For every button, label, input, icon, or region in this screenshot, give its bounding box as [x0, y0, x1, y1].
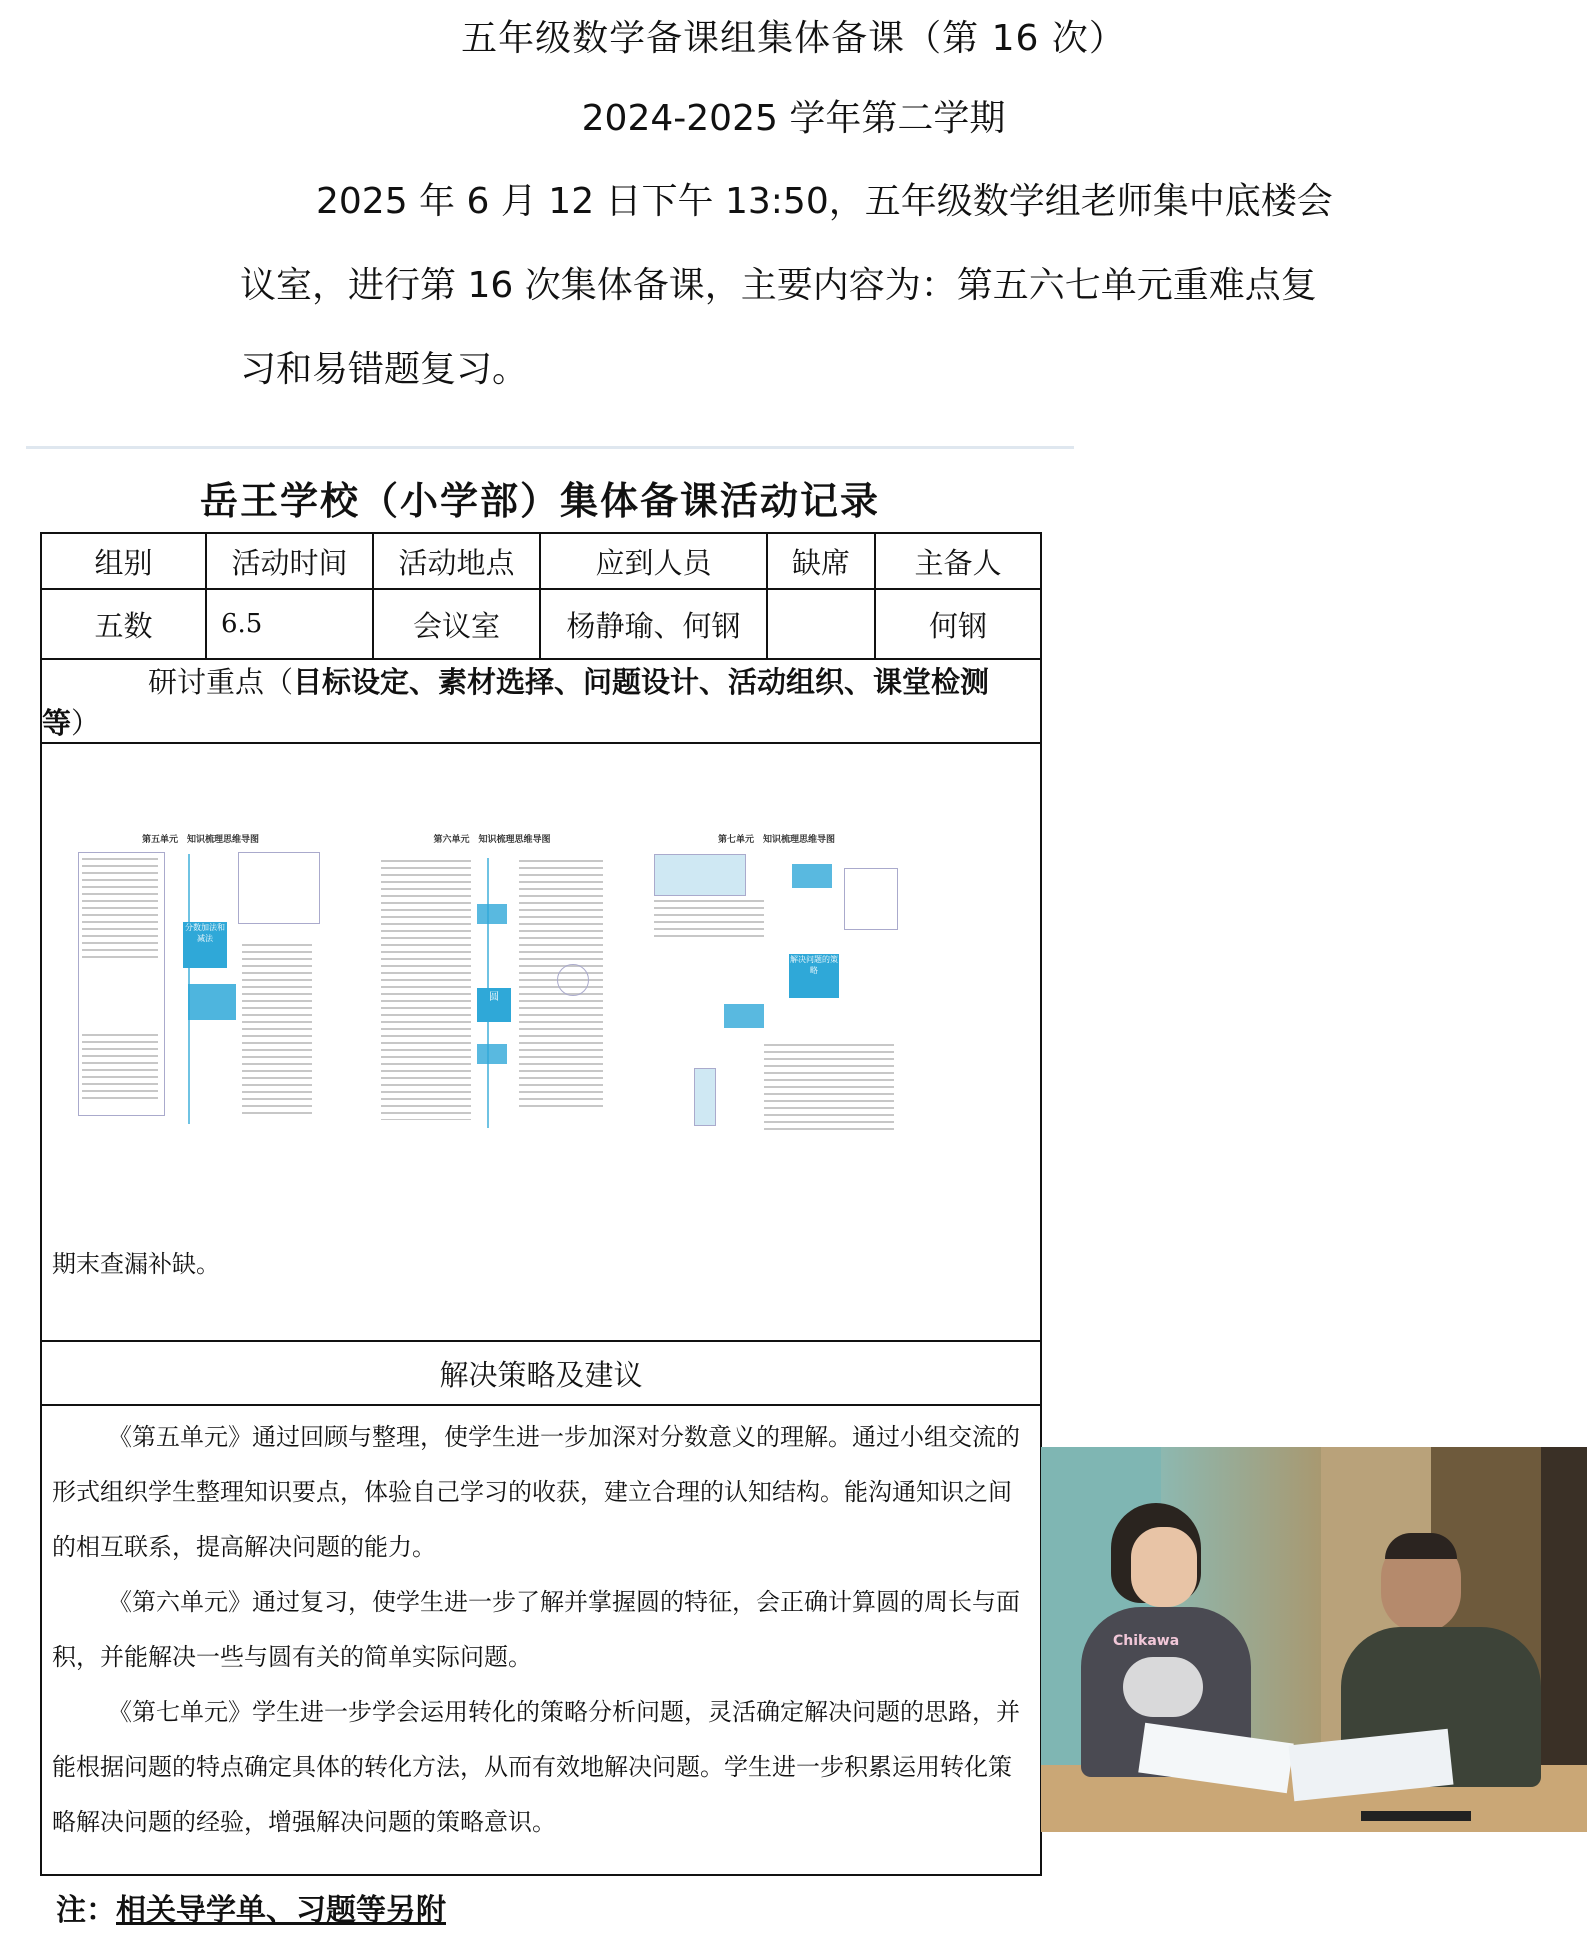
focus-note: 期末查漏补缺。: [52, 1250, 220, 1278]
footnote-label: 注：: [56, 1893, 116, 1928]
col-attendees: 应到人员: [540, 533, 767, 589]
record-header-row: [41, 533, 1041, 589]
strategy-unit5: 《第五单元》通过回顾与整理，使学生进一步加深对分数意义的理解。通过小组交流的形式组织学生整理知识要点，体验自己学习的收获，建立合理的认知结构。能沟通知识之间的相互联系，提高解决问题的能力。: [52, 1423, 1020, 1561]
intro-paragraph: 2025 年 6 月 12 日下午 13:50，五年级数学组老师集中底楼会议室，进行第 16 次集体备课，主要内容为：第五六七单元重难点复习和易错题复习。: [240, 181, 1333, 390]
mindmap-unit5: [78, 835, 323, 1134]
record-title: 岳王学校（小学部）集体备课活动记录: [199, 478, 880, 523]
mindmap-center: 分数加法和减法: [183, 922, 227, 968]
cell-time: 6.5: [206, 589, 373, 659]
mindmap-title: 第七单元 知识梳理思维导图: [717, 835, 835, 845]
footnote-text: 相关导学单、习题等另附: [116, 1893, 446, 1928]
col-time: 活动时间: [206, 533, 373, 589]
focus-label: 研讨重点（: [148, 665, 294, 699]
record-table: [40, 532, 1042, 1876]
document-title: 五年级数学备课组集体备课（第 16 次）: [461, 18, 1126, 59]
focus-items: 目标设定、素材选择、问题设计、活动组织、课堂检测等: [42, 665, 990, 740]
col-group: 组别: [41, 533, 206, 589]
strategy-cell: [41, 1405, 1041, 1875]
col-lead: 主备人: [875, 533, 1041, 589]
mindmap-cell: [41, 743, 1041, 1341]
document-subtitle: 2024-2025 学年第二学期: [581, 98, 1006, 139]
divider: [26, 446, 1074, 449]
mindmap-unit6: [377, 835, 607, 1134]
strategy-unit6: 《第六单元》通过复习，使学生进一步了解并掌握圆的特征，会正确计算圆的周长与面积，并能解决一些与圆有关的简单实际问题。: [52, 1588, 1020, 1671]
meeting-photo: [1041, 1447, 1587, 1832]
cell-group: 五数: [41, 589, 206, 659]
strategy-unit7: 《第七单元》学生进一步学会运用转化的策略分析问题，灵活确定解决问题的思路，并能根据问题的特点确定具体的转化方法，从而有效地解决问题。学生进一步积累运用转化策略解决问题的经验，增强解决问题的策略意识。: [52, 1698, 1020, 1836]
mindmap-center: 圆: [477, 988, 511, 1022]
cell-absent: [767, 589, 875, 659]
shirt-text: Chikawa: [1113, 1633, 1180, 1649]
focus-end: ）: [71, 706, 101, 740]
cell-place: 会议室: [373, 589, 540, 659]
cell-lead: 何钢: [875, 589, 1041, 659]
col-place: 活动地点: [373, 533, 540, 589]
mindmap-title: 第六单元 知识梳理思维导图: [433, 835, 551, 845]
record-data-row: [41, 589, 1041, 659]
mindmap-title: 第五单元 知识梳理思维导图: [141, 835, 259, 845]
footnote: [56, 1885, 446, 1929]
cell-attendees: 杨静瑜、何钢: [540, 589, 767, 659]
mindmap-center: 解决问题的策略: [789, 954, 839, 998]
mindmap-unit7: [654, 835, 899, 1134]
focus-row: [41, 659, 1041, 743]
strategy-header: 解决策略及建议: [41, 1341, 1041, 1405]
col-absent: 缺席: [767, 533, 875, 589]
